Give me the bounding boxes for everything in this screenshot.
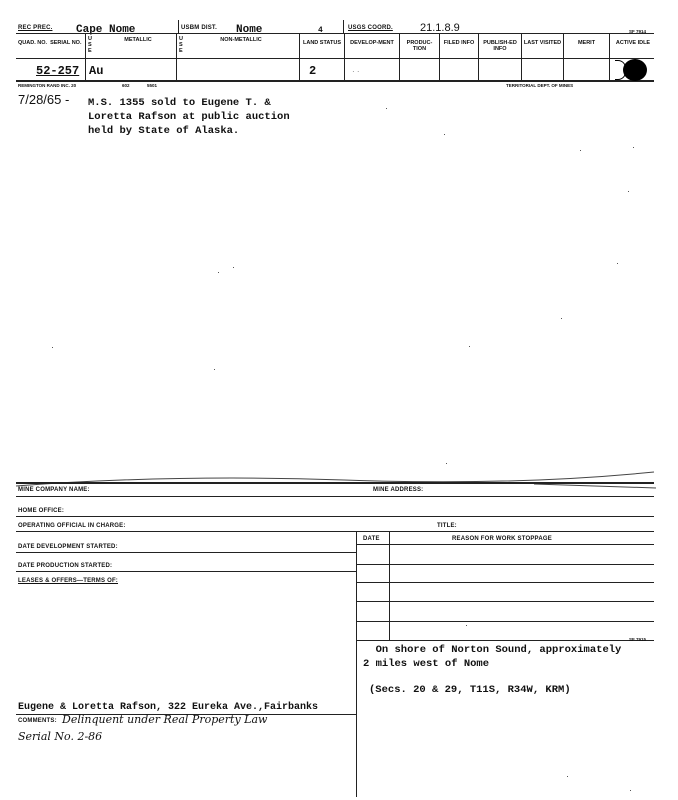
col-land-status: LAND STATUS [303, 40, 341, 46]
col-quad-serial: QUAD. NO. SERIAL NO. [18, 40, 82, 46]
date-production-started-label: DATE PRODUCTION STARTED: [18, 563, 113, 569]
usbm-dist-value: Nome [236, 24, 263, 36]
dept-label: TERRITORIAL DEPT. OF MINES [506, 83, 574, 88]
comments-line-1: Delinquent under Real Property Law [62, 713, 268, 726]
entry-text: M.S. 1355 sold to Eugene T. & Loretta Rafson at public auction held by State of Alaska. [88, 97, 290, 137]
date-column-header: DATE [363, 536, 380, 542]
printer-code-2: 5501 [147, 83, 158, 88]
fold-curve [14, 470, 658, 490]
printer-mark: REMINGTON RAND INC. 20 [18, 83, 77, 88]
scribble-mark: · · [352, 67, 360, 76]
mine-address-label: MINE ADDRESS: [373, 487, 424, 493]
col-active-idle: ACTIVE IDLE [615, 40, 651, 46]
owner-text: Eugene & Loretta Rafson, 322 Eureka Ave.,Fairbanks [18, 702, 319, 713]
usbm-dist-label: USBM DIST. [181, 25, 218, 31]
usgs-coord-label: USGS COORD. [348, 25, 393, 31]
header-rule [16, 33, 654, 34]
entry-date: 7/28/65 - [18, 92, 70, 107]
col-merit: MERIT [577, 40, 596, 46]
col-metallic-use: U S E [88, 36, 92, 54]
land-status-value: 2 [309, 64, 317, 78]
location-text: On shore of Norton Sound, approximately 2 miles west of Nome [363, 644, 622, 670]
col-published-info: PUBLISH-ED INFO [483, 40, 517, 52]
rec-prec-label: REC PREC. [18, 25, 53, 31]
col-development: DEVELOP-MENT [350, 40, 394, 46]
col-metallic: METALLIC [124, 37, 152, 43]
printer-code-1: 602 [122, 83, 130, 88]
reason-column-header: REASON FOR WORK STOPPAGE [452, 536, 552, 542]
col-last-visited: LAST VISITED [523, 40, 562, 46]
active-idle-punch-hole [623, 59, 647, 81]
form-number-top: SF 7914 [629, 29, 647, 34]
row-bottom-rule [16, 80, 654, 82]
date-development-started-label: DATE DEVELOPMENT STARTED: [18, 544, 118, 550]
serial-value: 52-257 [36, 64, 80, 78]
column-header-rule [16, 58, 654, 59]
form-number-bottom: SF 7915 [629, 637, 647, 642]
title-label: TITLE: [437, 523, 457, 529]
home-office-label: HOME OFFICE: [18, 508, 65, 514]
rec-prec-value: Cape Nome [76, 24, 136, 36]
col-filed-info: FILED INFO [443, 40, 475, 46]
leases-offers-label: LEASES & OFFERS—TERMS OF: [18, 578, 119, 584]
comments-line-2: Serial No. 2-86 [18, 730, 103, 743]
usgs-coord-value: 21.1.8.9 [420, 22, 460, 34]
mine-company-name-label: MINE COMPANY NAME: [18, 487, 90, 493]
col-nonmetallic-use: U S E [179, 36, 183, 54]
usbm-mark: 4 [318, 26, 323, 35]
operating-official-label: OPERATING OFFICIAL IN CHARGE: [18, 523, 126, 529]
punch-arc [615, 60, 626, 80]
col-production: PRODUC-TION [406, 40, 433, 52]
sections-text: (Secs. 20 & 29, T11S, R34W, KRM) [369, 684, 571, 696]
lower-divider [356, 532, 357, 797]
metallic-value: Au [89, 64, 104, 78]
comments-label: COMMENTS: [18, 718, 57, 724]
col-nonmetallic: NON-METALLIC [220, 37, 262, 43]
